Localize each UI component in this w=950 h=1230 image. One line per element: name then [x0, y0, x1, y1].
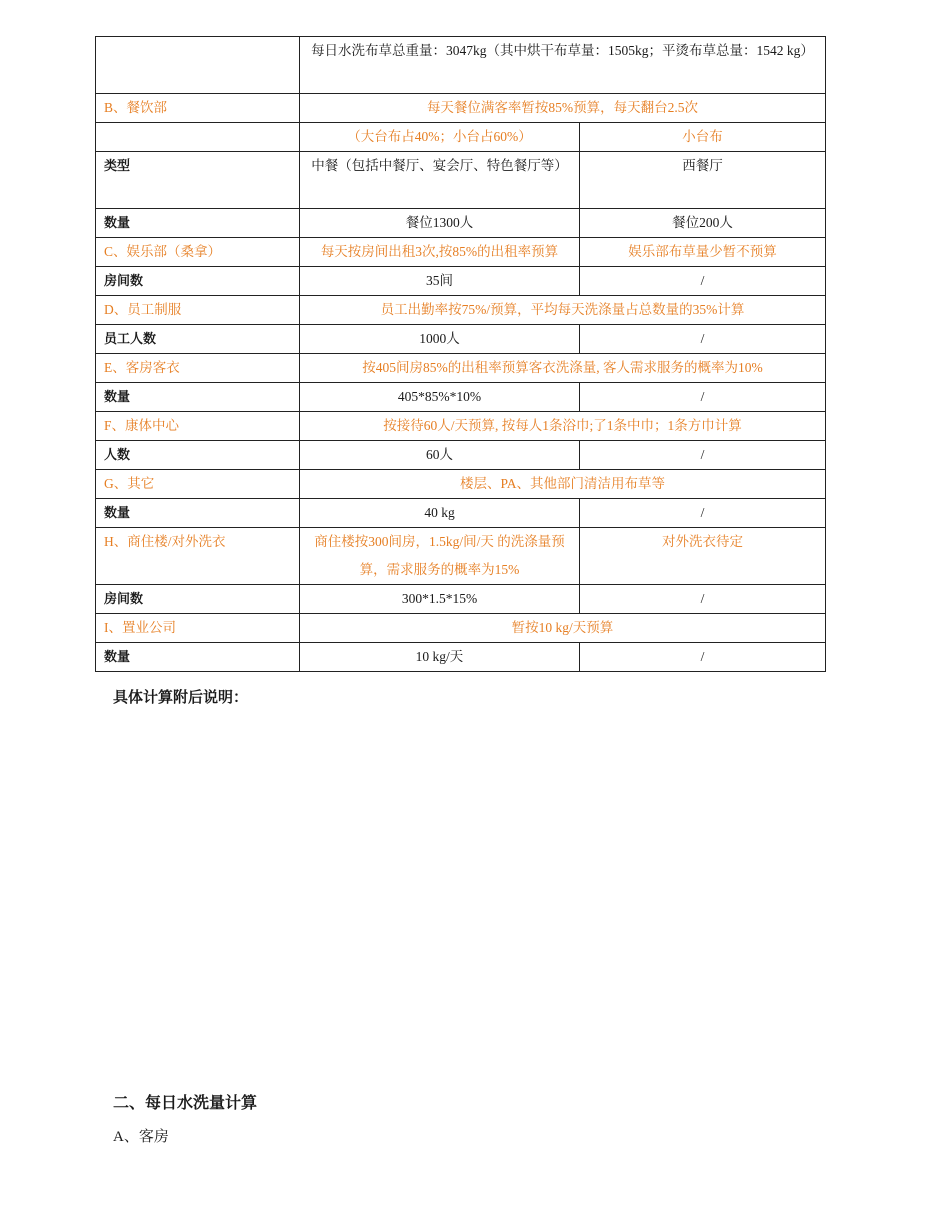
- row-value-secondary: /: [580, 643, 826, 672]
- row-label: C、娱乐部（桑拿）: [96, 238, 300, 267]
- laundry-budget-table: [95, 36, 826, 672]
- row-label: [96, 123, 300, 152]
- calculation-note: 具体计算附后说明：: [113, 689, 249, 706]
- table-row: [96, 238, 826, 267]
- row-label: E、客房客衣: [96, 354, 300, 383]
- row-label: 数量: [96, 383, 300, 412]
- row-label: B、餐饮部: [96, 94, 300, 123]
- row-value-primary: 每天按房间出租3次,按85%的出租率预算: [300, 238, 580, 267]
- row-label: I、置业公司: [96, 614, 300, 643]
- table-row: [96, 267, 826, 296]
- row-value: 每日水洗布草总重量：3047kg（其中烘干布草量：1505kg；平烫布草总量：1542 kg）: [300, 37, 826, 94]
- row-label: D、员工制服: [96, 296, 300, 325]
- row-label: 类型: [96, 152, 300, 209]
- row-value-primary: 60人: [300, 441, 580, 470]
- table-row: [96, 441, 826, 470]
- table-row: [96, 412, 826, 441]
- table-row: [96, 528, 826, 585]
- row-value-secondary: 西餐厅: [580, 152, 826, 209]
- table-body: [96, 37, 826, 672]
- row-label: 数量: [96, 643, 300, 672]
- subsection-title: A、客房: [113, 1129, 169, 1145]
- row-value-secondary: 娱乐部布草量少暂不预算: [580, 238, 826, 267]
- row-label: 人数: [96, 441, 300, 470]
- table-row: [96, 123, 826, 152]
- table-row: [96, 37, 826, 94]
- row-label: H、商住楼/对外洗衣: [96, 528, 300, 585]
- section-title: 二、每日水洗量计算: [113, 1095, 258, 1112]
- row-value: 按405间房85%的出租率预算客衣洗涤量, 客人需求服务的概率为10%: [300, 354, 826, 383]
- row-value-primary: 餐位1300人: [300, 209, 580, 238]
- row-value-primary: （大台布占40%；小台占60%）: [300, 123, 580, 152]
- row-value: 暂按10 kg/天预算: [300, 614, 826, 643]
- row-label: 员工人数: [96, 325, 300, 354]
- row-value-secondary: /: [580, 325, 826, 354]
- table-row: [96, 296, 826, 325]
- table-row: [96, 614, 826, 643]
- row-value-secondary: 小台布: [580, 123, 826, 152]
- row-value-secondary: 餐位200人: [580, 209, 826, 238]
- table-row: [96, 94, 826, 123]
- row-value: 员工出勤率按75%/预算，平均每天洗涤量占总数量的35%计算: [300, 296, 826, 325]
- row-value-primary: 1000人: [300, 325, 580, 354]
- row-label: 数量: [96, 499, 300, 528]
- row-label: 房间数: [96, 585, 300, 614]
- row-label: 房间数: [96, 267, 300, 296]
- row-label: G、其它: [96, 470, 300, 499]
- row-label: [96, 37, 300, 94]
- row-value-secondary: /: [580, 267, 826, 296]
- row-value: 楼层、PA、其他部门清洁用布草等: [300, 470, 826, 499]
- row-value-primary: 300*1.5*15%: [300, 585, 580, 614]
- table-row: [96, 499, 826, 528]
- table-row: [96, 152, 826, 209]
- table-row: [96, 325, 826, 354]
- table-row: [96, 470, 826, 499]
- row-value-primary: 商住楼按300间房，1.5kg/间/天 的洗涤量预算，需求服务的概率为15%: [300, 528, 580, 585]
- table-row: [96, 383, 826, 412]
- table-row: [96, 354, 826, 383]
- table-row: [96, 643, 826, 672]
- row-value: 每天餐位满客率暂按85%预算，每天翻台2.5次: [300, 94, 826, 123]
- table-row: [96, 585, 826, 614]
- row-value-secondary: 对外洗衣待定: [580, 528, 826, 585]
- row-value-secondary: /: [580, 441, 826, 470]
- row-value-primary: 40 kg: [300, 499, 580, 528]
- row-label: 数量: [96, 209, 300, 238]
- table-row: [96, 209, 826, 238]
- row-value-primary: 中餐（包括中餐厅、宴会厅、特色餐厅等）: [300, 152, 580, 209]
- row-value-secondary: /: [580, 383, 826, 412]
- row-value-primary: 10 kg/天: [300, 643, 580, 672]
- row-value-primary: 405*85%*10%: [300, 383, 580, 412]
- row-value-secondary: /: [580, 585, 826, 614]
- row-value: 按接待60人/天预算, 按每人1条浴巾;了1条中巾；1条方巾计算: [300, 412, 826, 441]
- row-value-primary: 35间: [300, 267, 580, 296]
- row-value-secondary: /: [580, 499, 826, 528]
- row-label: F、康体中心: [96, 412, 300, 441]
